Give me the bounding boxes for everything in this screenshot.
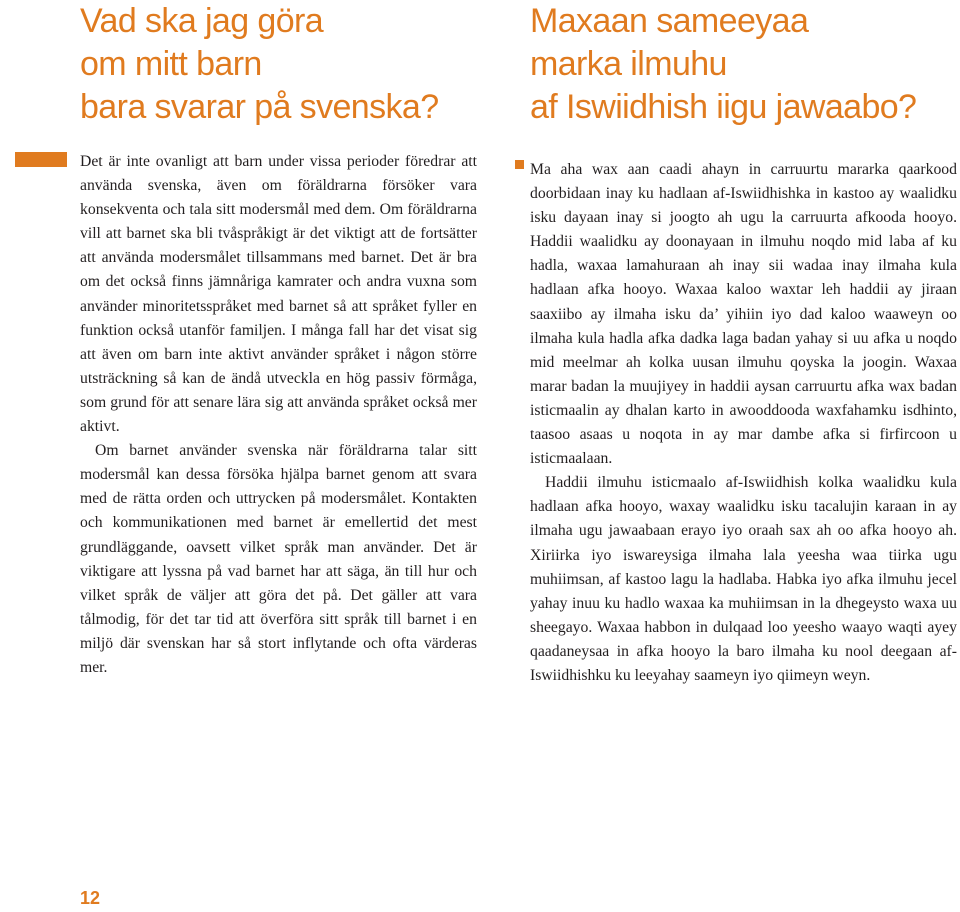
section-marker-left [15, 152, 67, 167]
body-column-swedish [80, 150, 477, 680]
heading-somali-line-2: marka ilmuhu [530, 45, 727, 83]
section-marker-right [515, 160, 524, 169]
heading-swedish [80, 0, 439, 129]
paragraph-somali-2: Haddii ilmuhu isticmaalo af-Iswiidhish kolka waalidku kula hadlaan afka hooyo, waxay waalidku isku tacalujin karaan in ay ilmaha ugu jawaabaan erayo iyo oraah sax ah oo afka hooyo ah. Xiriirka iyo iswareysiga ilmaha lala yeesha waa tiirka ugu muhiimsan, af kastoo lagu la hadlaba. Habka iyo afka ilmuhu jecel yahay inuu ku hadlo waxaa ka muhiimsan in la dhegeysto waxa uu sheegayo. Waxaa habbon in dulqaad loo yeesho waayo waqti ayey qaadaneysaa in afka hooyo la baro ilmaha ku nool deegaan af-Iswiidhishku ku leeyahay saameyn iyo qiimeyn weyn. [530, 474, 957, 684]
paragraph-somali-1: Ma aha wax aan caadi ahayn in carruurtu mararka qaarkood doorbidaan inay ku hadlaan af-Iswiidhishka in kastoo ay waalidku isku dayaan inay si joogto ah ugu la carruurta afkooda hooyo. Haddii waalidku ay doonayaan in ilmuhu noqdo mid laba af ku hadla, waxaa lamahuraan ah inay sii wadaa inay ilmaha kula hadlaan afka hooyo. Waxaa kaloo waxtar leh haddii ay jiraan saaxiibo ay ilmaha isku da’ yihiin iyo dad kaloo waaweyn oo ilmaha kula hadla afka dadka laga badan yahay si uu afka u noqdo mid meelmar ah kolka uusan ilmuhu qoyska la joogin. Waxaa marar badan la muujiyey in haddii aysan carruurtu afka wax badan isticmaalin ay dhalan karto in awooddooda waxfahamku isdhinto, taasoo asaas u noqota in ay mar dambe afka si firfircoon u isticmaalaan. [530, 161, 957, 468]
heading-swedish-line-1: Vad ska jag göra [80, 2, 324, 40]
heading-somali-line-3: af Iswiidhish iigu jawaabo? [530, 88, 917, 126]
heading-swedish-line-3: bara svarar på svenska? [80, 88, 439, 126]
body-column-somali [530, 158, 957, 688]
heading-somali [530, 0, 916, 129]
paragraph-swedish-1: Det är inte ovanligt att barn under vissa perioder föredrar att använda svenska, även om föräldrarna försöker vara konsekventa och tala sitt modersmål med dem. Om föräldrarna vill att barnet ska bli tvåspråkigt är det viktigt att de fortsätter att använda modersmålet tillsammans med barnet. Det är bra om det också finns jämnåriga kamrater och andra vuxna som använder minoritetsspråket med barnet så att språket fyller en funktion också utanför familjen. I många fall har det visat sig att även om barn inte aktivt använder språket i någon större utsträckning så kan de ändå utveckla en hög passiv förmåga, som grund för att senare lära sig att använda språket också mer aktivt. [80, 153, 477, 436]
heading-swedish-line-2: om mitt barn [80, 45, 262, 83]
heading-somali-line-1: Maxaan sameeyaa [530, 2, 809, 40]
page-number: 12 [80, 888, 101, 908]
paragraph-swedish-2: Om barnet använder svenska när föräldrarna talar sitt modersmål kan dessa försöka hjälpa barnet genom att svara med de rätta orden och uttrycken på modersmålet. Kontakten och kommunikationen med barnet är emellertid det mest grundläggande, oavsett vilket språk man använder. Det är viktigare att lyssna på vad barnet har att säga, än till hur och vilket språk de väljer att göra det på. Det gäller att vara tålmodig, för det tar tid att överföra sitt språk till barnet i en miljö där svenskan har så stort inflytande och ofta värderas mer. [80, 442, 477, 676]
